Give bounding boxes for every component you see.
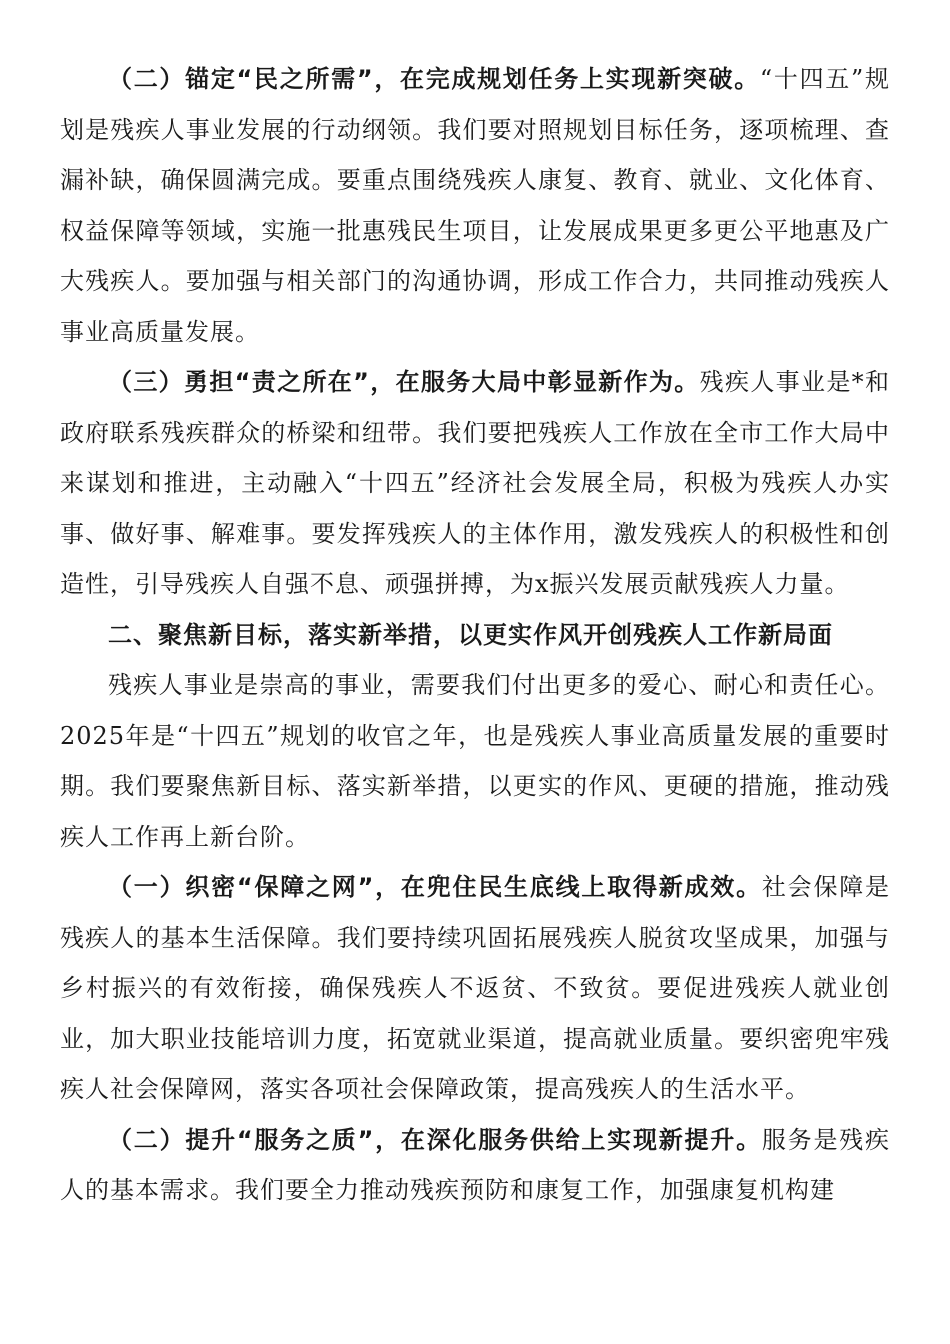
section-heading: 二、聚焦新目标，落实新举措，以更实作风开创残疾人工作新局面 — [108, 620, 833, 649]
paragraph-lead: （一）织密“保障之网”，在兜住民生底线上取得新成效。 — [108, 873, 762, 901]
paragraph-security-net — [60, 862, 890, 1115]
intro-paragraph: 残疾人事业是崇高的事业，需要我们付出更多的爱心、耐心和责任心。2025年是“十四五”规划的收官之年，也是残疾人事业高质量发展的重要时期。我们要聚焦新目标、落实新举措，以更实的作风、更硬的措施，推动残疾人工作再上新台阶。 — [60, 671, 890, 851]
paragraph-overall-service — [60, 357, 890, 610]
paragraph-service-quality — [60, 1115, 890, 1216]
paragraph-body: 服务是残疾人的基本需求。我们要全力推动残疾预防和康复工作，加强康复机构建 — [60, 1125, 891, 1204]
paragraph-lead: （二）提升“服务之质”，在深化服务供给上实现新提升。 — [108, 1125, 762, 1154]
paragraph-body: “十四五”规划是残疾人事业发展的行动纲领。我们要对照规划目标任务，逐项梳理、查漏补缺，确保圆满完成。要重点围绕残疾人康复、教育、就业、文化体育、权益保障等领域，实施一批惠残民生项目，让发展成果更多更公平地惠及广大残疾人。要加强与相关部门的沟通协调，形成工作合力，共同推动残疾人事业高质量发展。 — [60, 65, 890, 346]
paragraph-body: 残疾人事业是*和政府联系残疾群众的桥梁和纽带。我们要把残疾人工作放在全市工作大局中来谋划和推进，主动融入“十四五”经济社会发展全局，积极为残疾人办实事、做好事、解难事。要发挥残疾人的主体作用，激发残疾人的积极性和创造性，引导残疾人自强不息、顽强拼搏，为x振兴发展贡献残疾人力量。 — [60, 368, 891, 598]
paragraph-body: 社会保障是残疾人的基本生活保障。我们要持续巩固拓展残疾人脱贫攻坚成果，加强与乡村振兴的有效衔接，确保残疾人不返贫、不致贫。要促进残疾人就业创业，加大职业技能培训力度，拓宽就业渠道，提高就业质量。要织密兜牢残疾人社会保障网，落实各项社会保障政策，提高残疾人的生活水平。 — [60, 873, 891, 1103]
document-page — [60, 54, 890, 1216]
paragraph-lead: （二）锚定“民之所需”，在完成规划任务上实现新突破。 — [108, 65, 760, 93]
paragraph-plan-tasks — [60, 54, 890, 357]
paragraph-lead: （三）勇担“责之所在”，在服务大局中彰显新作为。 — [108, 368, 700, 396]
